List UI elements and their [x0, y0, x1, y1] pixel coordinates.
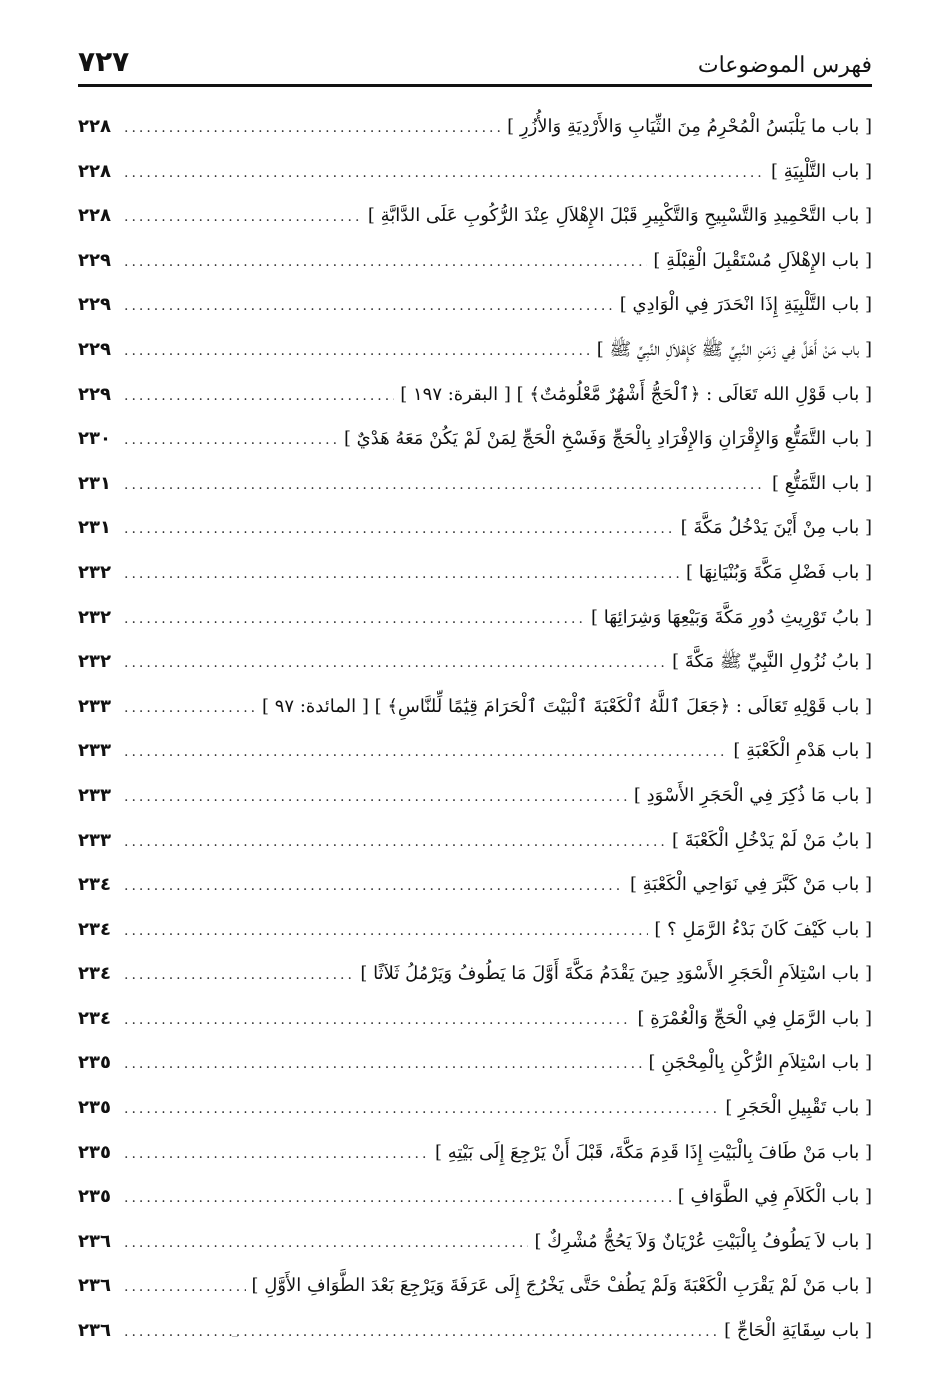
toc-entry	[78, 908, 872, 953]
toc-entry-page: ٢٣٤	[78, 1007, 111, 1029]
page-number: ٧٢٧	[78, 45, 130, 78]
toc-entry-title: [ باب التَّلْبِيَةِ ]	[770, 160, 872, 182]
toc-entry-title: [ باب مَنْ طَافَ بِالْبَيْتِ إِذَا قَدِمَ مَكَّةَ، قَبْلَ أَنْ يَرْجِعَ إِلَى بَيْتِهِ ]	[434, 1141, 872, 1163]
toc-entry-title: [ باب التَّلْبِيَةِ إِذَا انْحَدَرَ فِي الْوَادِي ]	[619, 294, 872, 316]
toc-entry-page: ٢٣٠	[78, 428, 111, 450]
toc-entry	[78, 417, 872, 462]
toc-entry-title: [ باب مِنْ أَيْنَ يَدْخُلُ مَكَّةَ ]	[680, 517, 872, 539]
toc-entry-title: [ باب قَوْلِ الله تَعَالَى : ﴿ٱلْحَجُّ أَشْهُرٌ مَّعْلُومَٰتٌ﴾ ] [ البقرة: ١٩٧ ]	[400, 383, 872, 405]
toc-entry	[78, 1131, 872, 1176]
dot-leader	[124, 151, 765, 196]
toc-entry-title: [ باب قَوْلِهِ تَعَالَى : ﴿جَعَلَ ٱللَّهُ ٱلْكَعْبَةَ ٱلْبَيْتَ ٱلْحَرَامَ قِيَٰمًا لِّلنَّاسِ﴾ ] [ المائدة: ٩٧ ]	[262, 695, 872, 717]
dot-leader	[124, 284, 614, 329]
toc-entry-page: ٢٣٢	[78, 606, 111, 628]
toc-entry-page: ٢٢٩	[78, 338, 111, 360]
toc-entry-page: ٢٣٢	[78, 651, 111, 673]
toc-entry-title: [ باب التَّمَتُّعِ ]	[772, 472, 872, 494]
dot-leader	[124, 686, 256, 731]
dot-leader	[124, 1042, 642, 1087]
dot-leader	[124, 597, 585, 642]
toc-entry	[78, 774, 872, 819]
toc-entry	[78, 551, 872, 596]
toc-entry-page: ٢٢٩	[78, 249, 111, 271]
dot-leader	[124, 1265, 246, 1310]
toc-entry-title: [ باب مَنْ أَهَلَّ فِي زَمَنِ النَّبِيِّ ﷺ كَإِهْلاَلِ النَّبِيِّ ﷺ ]	[596, 338, 872, 360]
dot-leader	[124, 195, 362, 240]
toc-entry	[78, 1041, 872, 1086]
dot-leader	[124, 418, 338, 463]
toc-entry-page: ٢٢٨	[78, 160, 111, 182]
dot-leader	[124, 240, 647, 285]
toc-entry-title: [ باب ما يَلْبَسُ الْمُحْرِمُ مِنَ الثِّيَابِ وَالأَرْدِيَةِ وَالأُزُرِ ]	[507, 116, 872, 137]
toc-entry	[78, 283, 872, 328]
dot-leader	[124, 864, 624, 909]
dot-leader	[124, 507, 675, 552]
toc-page	[78, 38, 872, 1354]
toc-entry-page: ٢٣١	[78, 517, 111, 539]
dot-leader	[124, 1176, 672, 1221]
toc-entry-title: [ باب الرَّمَلِ فِي الْحَجِّ وَالْعُمْرَةِ ]	[637, 1007, 872, 1029]
dot-leader	[124, 463, 766, 508]
toc-entry-title: [ باب اسْتِلاَمِ الْحَجَرِ الأَسْوَدِ حِينَ يَقْدَمُ مَكَّةَ أَوَّلَ مَا يَطُوفُ وَيَرْمُلُ ثَلاَثًا ]	[360, 963, 872, 985]
toc-entry-page: ٢٣٥	[78, 1186, 111, 1208]
toc-entry-title: [ باب مَنْ كَبَّرَ فِي نَوَاحِي الْكَعْبَةِ ]	[629, 874, 872, 896]
toc-entry-page: ٢٣٦	[78, 1275, 111, 1297]
toc-entry-title: [ باب الْكَلاَمِ فِي الطَّوَافِ ]	[677, 1186, 872, 1208]
toc-list	[78, 105, 872, 1354]
toc-entry	[78, 596, 872, 641]
toc-entry	[78, 506, 872, 551]
dot-leader	[124, 1087, 719, 1132]
toc-entry	[78, 997, 872, 1042]
toc-entry-page: ٢٣٤	[78, 874, 111, 896]
dot-leader	[124, 374, 394, 419]
toc-entry-title: [ بابُ نُزُولِ النَّبِيِّ ﷺ مَكَّةَ ]	[672, 651, 872, 673]
toc-entry-page: ٢٢٩	[78, 383, 111, 405]
toc-entry-title: [ باب كَيْفَ كَانَ بَدْءُ الرَّمَلِ ؟ ]	[654, 918, 872, 940]
toc-entry-page: ٢٢٨	[78, 116, 111, 137]
dot-leader	[124, 106, 501, 151]
toc-entry	[78, 863, 872, 908]
toc-entry-title: [ باب هَدْمِ الْكَعْبَةِ ]	[733, 740, 872, 762]
toc-entry	[78, 105, 872, 150]
toc-entry-page: ٢٢٨	[78, 205, 111, 227]
toc-entry-title: [ باب التَّحْمِيدِ وَالتَّسْبِيحِ وَالتَّكْبِيرِ قَبْلَ الإِهْلاَلِ عِنْدَ الرُّكُوبِ عَلَى الدَّابَّةِ ]	[367, 205, 872, 227]
running-title: فهرس الموضوعات	[697, 53, 872, 78]
dot-leader	[124, 953, 354, 998]
dot-leader	[124, 1310, 718, 1355]
dot-leader	[124, 1221, 528, 1266]
toc-entry-title: [ باب مَنْ لَمْ يَقْرَبِ الْكَعْبَةَ وَلَمْ يَطُفْ حَتَّى يَخْرُجَ إِلَى عَرَفَةَ وَيَرْجِعَ بَعْدَ الطَّوَافِ الأَوَّلِ ]	[251, 1275, 872, 1297]
toc-entry-title: [ باب فَضْلِ مَكَّةَ وَبُنْيَانِهَا ]	[685, 561, 872, 583]
toc-entry-page: ٢٣٣	[78, 784, 111, 806]
toc-entry-title: [ باب سِقَايَةِ الْحَاجِّ ]	[724, 1320, 872, 1342]
toc-entry-page: ٢٣٦	[78, 1320, 111, 1342]
toc-entry	[78, 640, 872, 685]
toc-entry-page: ٢٣٤	[78, 918, 111, 940]
footer-mark	[232, 1336, 238, 1337]
toc-entry	[78, 150, 872, 195]
toc-entry	[78, 1175, 872, 1220]
dot-leader	[124, 998, 632, 1043]
toc-entry-page: ٢٣٣	[78, 829, 111, 851]
dot-leader	[124, 641, 666, 686]
toc-entry-title: [ بابُ مَنْ لَمْ يَدْخُلِ الْكَعْبَةَ ]	[671, 829, 872, 851]
dot-leader	[124, 730, 727, 775]
dot-leader	[124, 820, 666, 865]
toc-entry-page: ٢٣٤	[78, 963, 111, 985]
toc-entry-title: [ باب الإِهْلاَلِ مُسْتَقْبِلَ الْقِبْلَةِ ]	[653, 249, 872, 271]
toc-entry	[78, 462, 872, 507]
toc-entry	[78, 1220, 872, 1265]
dot-leader	[124, 552, 680, 597]
toc-entry-page: ٢٣٢	[78, 561, 111, 583]
dot-leader	[124, 775, 628, 820]
toc-entry	[78, 952, 872, 997]
toc-entry-page: ٢٣٣	[78, 740, 111, 762]
toc-entry-page: ٢٣١	[78, 472, 111, 494]
toc-entry	[78, 328, 872, 373]
toc-entry-page: ٢٣٥	[78, 1097, 111, 1119]
toc-entry-page: ٢٣٥	[78, 1052, 111, 1074]
toc-entry	[78, 194, 872, 239]
toc-entry-title: [ باب تَقْبِيلِ الْحَجَرِ ]	[725, 1097, 872, 1119]
toc-entry-title: [ باب التَّمَتُّعِ وَالإِقْرَانِ وَالإِفْرَادِ بِالْحَجِّ وَفَسْخِ الْحَجِّ لِمَنْ لَمْ يَكُنْ مَعَهُ هَدْيٌ ]	[343, 428, 872, 450]
toc-entry	[78, 685, 872, 730]
page-header	[78, 38, 872, 84]
toc-entry	[78, 1086, 872, 1131]
toc-entry-title: [ باب مَا ذُكِرَ فِي الْحَجَرِ الأَسْوَدِ ]	[633, 784, 872, 806]
toc-entry-page: ٢٣٣	[78, 695, 111, 717]
toc-entry	[78, 819, 872, 864]
toc-entry	[78, 239, 872, 284]
toc-entry	[78, 729, 872, 774]
dot-leader	[124, 329, 591, 374]
toc-entry	[78, 1309, 872, 1354]
toc-entry-title: [ بابُ تَوْرِيثِ دُورِ مَكَّةَ وَبَيْعِهَا وَشِرَائِهَا ]	[591, 606, 872, 628]
dot-leader	[124, 1132, 429, 1177]
toc-entry-page: ٢٣٥	[78, 1141, 111, 1163]
toc-entry-page: ٢٣٦	[78, 1230, 111, 1252]
dot-leader	[124, 909, 648, 954]
toc-entry	[78, 1264, 872, 1309]
toc-entry-title: [ باب لاَ يَطُوفُ بِالْبَيْتِ عُرْيَانٌ وَلاَ يَحُجُّ مُشْرِكٌ ]	[534, 1230, 872, 1252]
header-rule	[78, 84, 872, 87]
toc-entry-page: ٢٢٩	[78, 294, 111, 316]
toc-entry	[78, 373, 872, 418]
toc-entry-title: [ باب اسْتِلاَمِ الرُّكْنِ بِالْمِحْجَنِ ]	[648, 1052, 872, 1074]
